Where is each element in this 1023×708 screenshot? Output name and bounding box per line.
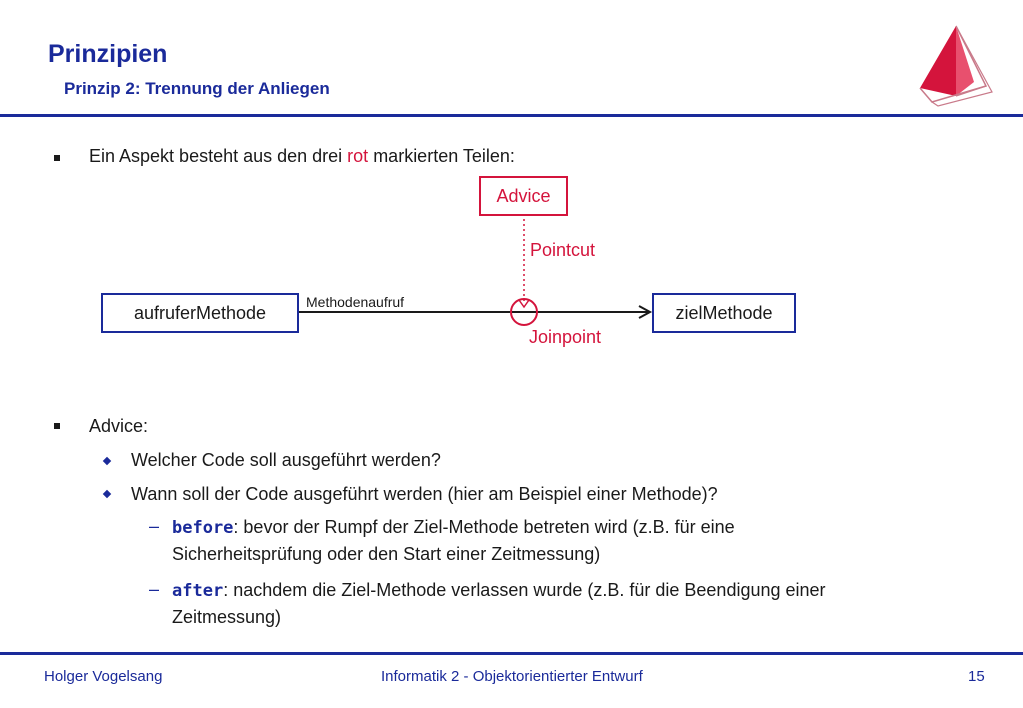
page-title: Prinzipien: [48, 40, 168, 68]
before-item-line-2: Sicherheitsprüfung oder den Start einer Zeitmessung): [172, 544, 601, 564]
footer-divider: [0, 652, 1023, 655]
after-item-line-1: [172, 579, 826, 602]
method-call-label: Methodenaufruf: [306, 294, 405, 310]
bullet-1-highlight: rot: [347, 146, 369, 166]
sub-bullet-1: Welcher Code soll ausgeführt werden?: [131, 450, 441, 470]
footer-course: Informatik 2 - Objektorientierter Entwurf: [381, 668, 643, 685]
bullet-square-icon: [54, 423, 60, 429]
before-description: : bevor der Rumpf der Ziel-Methode betreten wird (z.B. für eine: [233, 517, 735, 537]
after-keyword: after: [172, 581, 224, 601]
dash-bullet-icon: –: [149, 579, 160, 599]
page-subtitle: Prinzip 2: Trennung der Anliegen: [64, 79, 330, 98]
bullet-1-text-start: Ein Aspekt besteht aus den drei: [89, 146, 348, 166]
sub-bullet-2: Wann soll der Code ausgeführt werden (hier am Beispiel einer Methode)?: [131, 484, 718, 504]
bullet-1-text-end: markierten Teilen:: [368, 146, 515, 166]
dash-bullet-icon: –: [149, 516, 160, 536]
joinpoint-label: Joinpoint: [529, 327, 602, 347]
page-number: 15: [968, 668, 985, 685]
footer-author: Holger Vogelsang: [44, 668, 163, 685]
bullet-2-label: Advice:: [89, 416, 149, 436]
caller-method-box: aufruferMethode: [101, 293, 299, 333]
advice-box: Advice: [479, 176, 568, 216]
after-item-line-2: Zeitmessung): [172, 607, 282, 627]
target-method-box: zielMethode: [652, 293, 796, 333]
before-item-line-1: [172, 516, 735, 539]
after-description: : nachdem die Ziel-Methode verlassen wurde (z.B. für die Beendigung einer: [223, 580, 826, 600]
pointcut-label: Pointcut: [530, 240, 596, 260]
before-keyword: before: [172, 518, 234, 538]
